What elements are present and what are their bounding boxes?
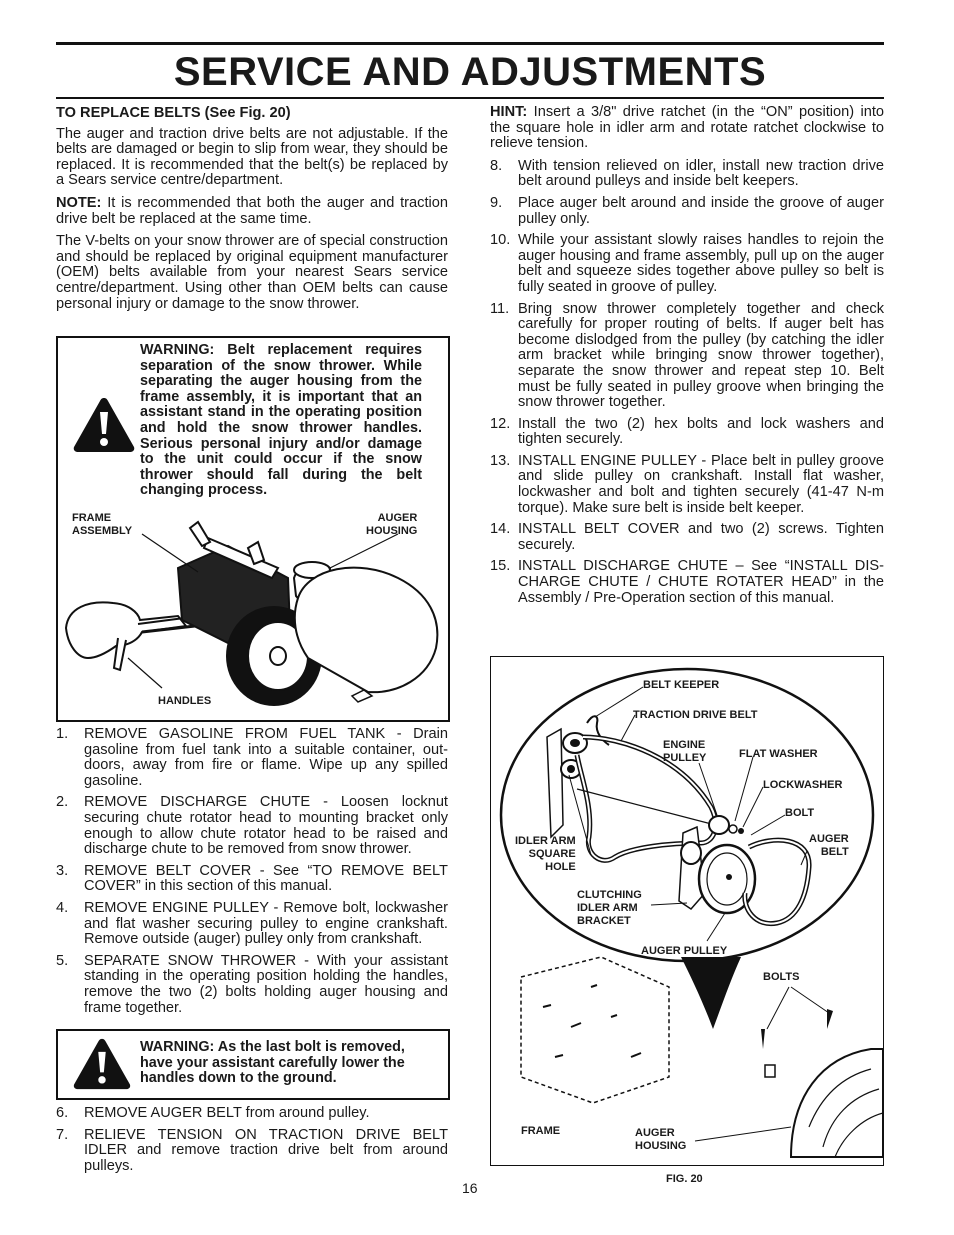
hint-label: HINT: — [490, 104, 528, 120]
label-flat-washer: FLAT WASHER — [739, 748, 818, 760]
warning-text-last-bolt: WARNING: As the last bolt is removed, have your assistant carefully lower the handles down to the ground. — [140, 1039, 405, 1087]
left-column-intro — [56, 106, 448, 319]
belt-routing-diagram — [491, 657, 883, 1165]
step-item: 5. SEPARATE SNOW THROWER - With your assistant standing in the operating position holding the handles, remove the two (2) bolts holding auger housing and frame together. — [56, 952, 449, 1016]
top-rule — [56, 42, 884, 45]
warning-triangle-icon — [72, 1037, 132, 1091]
label-traction-drive-belt: TRACTION DRIVE BELT — [633, 709, 758, 721]
step-item: 6. REMOVE AUGER BELT from around pulley. — [56, 1105, 370, 1121]
step-item: 7. RELIEVE TENSION ON TRACTION DRIVE BELT IDLER and remove traction drive belt from around pulleys. — [56, 1126, 448, 1174]
warning-text-belt-replacement: WARNING: Belt replacement requires separation of the snow thrower. While separating the auger housing from the frame assembly, it is important that an assistant stand in the operating position and hold the snow thrower handles. Serious personal injury and/or damage to the unit could occur if the snow thrower should fall during the belt changing process. — [140, 342, 422, 499]
left-steps-continued — [56, 1106, 448, 1180]
note-label: NOTE: — [56, 194, 102, 211]
step-item: 14. INSTALL BELT COVER and two (2) screws. Tighten securely. — [490, 521, 884, 553]
snow-thrower-illustration — [58, 508, 444, 718]
step-item: 11. Bring snow thrower completely together and check carefully for proper routing of belts. If auger belt has become dislodged from the pulley (by catching the idler arm bracket while bringing snow thrower together), separate the snow thrower and repeat step 10. Belt must be fully seated in pulley groove when bringing the snow thrower together. — [490, 300, 884, 411]
step-item: 8. With tension relieved on idler, install new traction drive belt around pulleys and inside belt keepers. — [490, 157, 884, 190]
step-item: 9. Place auger belt around and inside the groove of auger pulley only. — [490, 194, 884, 227]
left-steps — [56, 727, 448, 1022]
label-auger-belt: AUGER BELT — [809, 833, 849, 858]
label-bolts: BOLTS — [763, 971, 800, 983]
label-frame: FRAME — [521, 1125, 561, 1137]
step-item: 15. INSTALL DISCHARGE CHUTE – See “INSTALL DIS-CHARGE CHUTE / CHUTE ROTATER HEAD” in the Assembly / Pre-Operation section of this manual. — [490, 558, 884, 606]
section-heading: TO REPLACE BELTS (See Fig. 20) — [56, 105, 291, 121]
oem-paragraph: The V-belts on your snow thrower are of special construction and should be replaced by original equipment manufacturer (OEM) belts available from your nearest Sears service centre/department. Using other than OEM belts can cause personal injury or damage to the snow thrower. — [56, 233, 448, 312]
warning-box-last-bolt — [56, 1029, 450, 1100]
note-paragraph — [56, 196, 448, 227]
figure-caption: FIG. 20 — [666, 1173, 703, 1185]
label-auger-pulley: AUGER PULLEY — [641, 945, 728, 957]
label-bolt: BOLT — [785, 807, 815, 819]
step-item: 2. REMOVE DISCHARGE CHUTE - Loosen locknut securing chute rotator head to mounting bracket only enough to allow chute rotator head to be raised and discharge chute to be removed from snow thrower. — [56, 794, 448, 858]
label-lockwasher: LOCKWASHER — [763, 779, 843, 791]
label-auger-housing: AUGER HOUSING — [635, 1127, 687, 1152]
label-auger-housing: AUGER HOUSING — [366, 512, 418, 537]
label-engine-pulley: ENGINE PULLEY — [663, 739, 707, 764]
label-handles: HANDLES — [158, 695, 212, 707]
label-clutching-idler-arm-bracket: CLUTCHING IDLER ARM BRACKET — [577, 889, 642, 927]
warning-triangle-icon — [72, 396, 136, 454]
note-text: It is recommended that both the auger and traction drive belt be replaced at the same time. — [56, 194, 448, 227]
label-frame-assembly: FRAME ASSEMBLY — [72, 512, 133, 537]
label-belt-keeper: BELT KEEPER — [643, 679, 720, 691]
title-rule — [56, 97, 884, 99]
figure-20 — [490, 656, 884, 1166]
page-title: SERVICE AND ADJUSTMENTS — [173, 50, 767, 94]
step-item: 4. REMOVE ENGINE PULLEY - Remove bolt, lockwasher and flat washer securing pulley to engine crankshaft. Remove outside (auger) pulley only from crankshaft. — [56, 899, 448, 948]
hint-paragraph — [490, 105, 884, 152]
step-item: 1. REMOVE GASOLINE FROM FUEL TANK - Drain gasoline from fuel tank into a suitable container, out-doors, away from fire or flame. Wipe up any spilled gasoline. — [56, 726, 448, 789]
step-item: 3. REMOVE BELT COVER - See “TO REMOVE BELT COVER” in this section of this manual. — [56, 862, 448, 895]
step-item: 13. INSTALL ENGINE PULLEY - Place belt in pulley groove and slide pulley on crankshaft. Install flat washer, lockwasher and bolt and tighten securely (41-47 N-m torque). Make sure belt is inside belt keeper. — [490, 452, 884, 516]
hint-text: Insert a 3/8" drive ratchet (in the “ON” position) into the square hole in idler arm and rotate ratchet clockwise to relieve tension. — [490, 104, 884, 152]
warning-box-belt-replacement — [56, 336, 450, 722]
step-item: 10. While your assistant slowly raises handles to rejoin the auger housing and frame assembly, pull up on the auger belt and squeeze sides together above pulley so belt is fully seated in groove of pulley. — [490, 232, 884, 295]
right-column — [490, 105, 884, 612]
page-number: 16 — [462, 1180, 478, 1196]
step-item: 12. Install the two (2) hex bolts and lock washers and tighten securely. — [490, 415, 884, 448]
intro-paragraph: The auger and traction drive belts are not adjustable. If the belts are damaged or begin to slip from wear, they should be replaced. It is recommended that the belt(s) be replaced by a Sears service centre/department. — [56, 125, 448, 189]
label-idler-arm-square-hole: IDLER ARM SQUARE HOLE — [515, 835, 576, 873]
